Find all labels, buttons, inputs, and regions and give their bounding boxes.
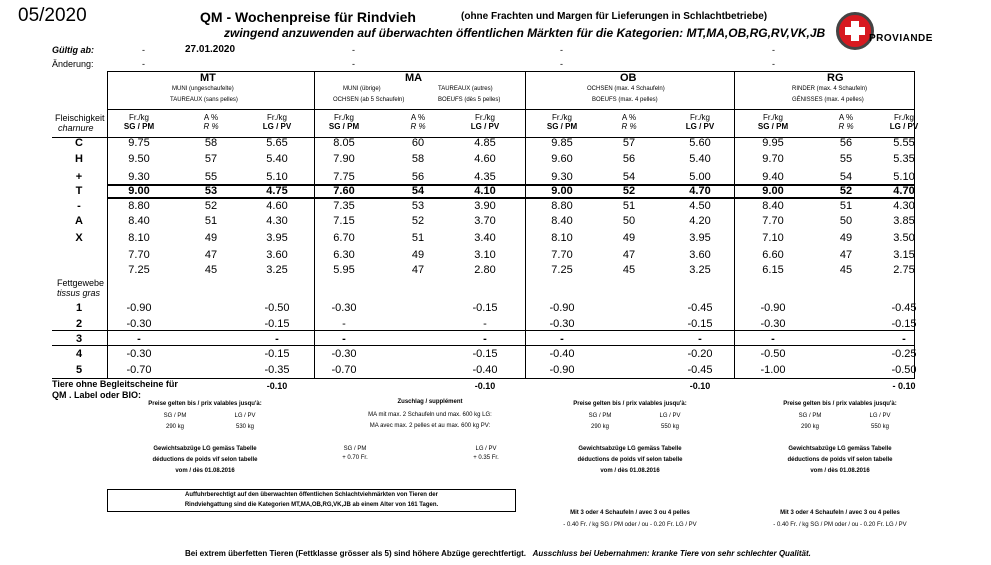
table-cell: 4.20: [689, 215, 711, 227]
table-cell: 3.70: [474, 215, 496, 227]
table-cell: 7.15: [333, 215, 355, 227]
table-cell: 3.60: [689, 249, 711, 261]
ob-weight2: déductions de poids vif selon tabelle: [577, 457, 683, 463]
table-cell: 49: [204, 232, 218, 244]
page-subtitle: zwingend anzuwenden auf überwachten öffentlichen Märkten für die Kategorien: MT,MA,OB,RG,RV,VK,JB: [224, 26, 826, 40]
table-cell: 53: [204, 185, 218, 197]
bio-label-line1: Tiere ohne Begleitscheine für: [52, 379, 178, 389]
fat-cell: -1.00: [760, 364, 786, 376]
fat-row-label: 4: [75, 348, 83, 360]
table-cell: 58: [204, 137, 218, 149]
ob-name-fr: BOEUFS (max. 4 pelles): [592, 97, 658, 103]
change-dash: -: [560, 59, 563, 69]
page-title: QM - Wochenpreise für Rindvieh: [200, 9, 416, 25]
bio-cell: - 0.10: [892, 381, 916, 391]
table-cell: 5.40: [266, 153, 288, 165]
col-r-pct: R %: [410, 122, 426, 131]
mt-price-valid: Preise gelten bis / prix valables jusqu'à:: [148, 401, 262, 407]
fat-cell: -0.45: [687, 302, 713, 314]
table-cell: 6.15: [762, 264, 784, 276]
col-lg-pv: LG / PV: [262, 122, 292, 131]
table-cell: 9.00: [128, 185, 150, 197]
fat-cell: -0.45: [687, 364, 713, 376]
col-a-pct: A %: [410, 113, 426, 122]
col-lg-pv: LG / PV: [685, 122, 715, 131]
table-cell: 4.60: [474, 153, 496, 165]
valid-dash: -: [352, 45, 355, 55]
table-cell: 55: [839, 153, 853, 165]
fat-cell: -: [483, 333, 487, 345]
rg-weight1: Gewichtsabzüge LG gemäss Tabelle: [788, 446, 892, 452]
table-cell: 7.25: [128, 264, 150, 276]
fat-cell: -0.90: [549, 364, 575, 376]
table-cell: 3.10: [474, 249, 496, 261]
table-cell: 4.70: [689, 185, 711, 197]
table-cell: 9.75: [128, 137, 150, 149]
table-cell: 49: [622, 232, 636, 244]
fat-cell: -0.25: [891, 348, 917, 360]
table-cell: 2.75: [893, 264, 915, 276]
col-lg-pv: LG / PV: [889, 122, 919, 131]
table-cell: 9.00: [762, 185, 784, 197]
ma-name-fr: TAUREAUX (autres): [438, 86, 493, 92]
ma-surcharge: Zuschlag / supplément: [397, 399, 463, 405]
table-cell: 4.70: [893, 185, 915, 197]
table-cell: 9.00: [551, 185, 573, 197]
table-cell: 3.95: [266, 232, 288, 244]
table-cell: 7.10: [762, 232, 784, 244]
ma-line1: MA mit max. 2 Schaufeln und max. 600 kg LG:: [368, 412, 492, 418]
col-fr-kg: Fr./kg: [551, 113, 572, 122]
table-cell: 51: [411, 232, 425, 244]
row-label: A: [75, 215, 83, 227]
mt-kg-right: 530 kg: [235, 424, 254, 430]
category-rg: RG: [827, 72, 844, 84]
table-cell: 6.70: [333, 232, 355, 244]
table-cell: 5.40: [689, 153, 711, 165]
table-cell: 3.15: [893, 249, 915, 261]
fat-cell: -: [342, 318, 346, 330]
rg-shovel-ded: - 0.40 Fr. / kg SG / PM oder / ou - 0.20 Fr. LG / PV: [773, 522, 907, 528]
fat-cell: -0.50: [760, 348, 786, 360]
table-cell: 53: [411, 200, 425, 212]
table-cell: 8.80: [551, 200, 573, 212]
fat-cell: -0.15: [472, 302, 498, 314]
fat-cell: -0.20: [687, 348, 713, 360]
fat-cell: -0.15: [891, 318, 917, 330]
col-fr-kg: Fr./kg: [266, 113, 287, 122]
fat-cell: -0.70: [126, 364, 152, 376]
col-a-pct: A %: [621, 113, 637, 122]
ma-name2-de: OCHSEN (ab 5 Schaufeln): [333, 97, 405, 103]
col-sg-pm: SG / PM: [757, 122, 789, 131]
table-cell: 45: [622, 264, 636, 276]
row-label: T: [75, 185, 83, 197]
ob-lg-pv: LG / PV: [659, 413, 681, 419]
row-label: X: [75, 232, 83, 244]
table-cell: 4.85: [474, 137, 496, 149]
table-cell: 9.50: [128, 153, 150, 165]
fat-cell: -0.30: [331, 302, 357, 314]
mt-weight1: Gewichtsabzüge LG gemäss Tabelle: [153, 446, 257, 452]
table-cell: 55: [204, 171, 218, 183]
col-fr-kg: Fr./kg: [893, 113, 914, 122]
change-dash: -: [352, 59, 355, 69]
rg-weight3: vom / dès 01.08.2016: [810, 468, 870, 474]
fat-cell: -0.30: [126, 348, 152, 360]
table-cell: 4.10: [474, 185, 496, 197]
table-cell: 9.95: [762, 137, 784, 149]
tissus-gras-label: tissus gras: [57, 288, 101, 298]
table-cell: 3.85: [893, 215, 915, 227]
fat-cell: -0.35: [264, 364, 290, 376]
table-cell: 3.25: [689, 264, 711, 276]
fat-cell: -: [902, 333, 906, 345]
valid-dash: -: [560, 45, 563, 55]
fat-cell: -0.30: [549, 318, 575, 330]
table-cell: 6.60: [762, 249, 784, 261]
table-cell: 50: [622, 215, 636, 227]
table-cell: 5.10: [893, 171, 915, 183]
table-cell: 5.35: [893, 153, 915, 165]
table-cell: 8.40: [762, 200, 784, 212]
table-cell: 5.00: [689, 171, 711, 183]
proviande-logo: [836, 12, 991, 56]
table-cell: 52: [411, 215, 425, 227]
fat-row-label: 2: [75, 318, 83, 330]
ma-line2: MA avec max. 2 pelles et au max. 600 kg PV:: [369, 423, 491, 429]
fat-cell: -: [771, 333, 775, 345]
fat-row-label: 3: [75, 333, 83, 345]
fat-cell: -0.15: [472, 348, 498, 360]
row-label: H: [75, 153, 83, 165]
footer-text: Bei extrem überfetten Tieren (Fettklasse grösser als 5) sind höhere Abzüge gerechtfertigt.: [185, 549, 526, 558]
change-dash: -: [772, 59, 775, 69]
table-cell: 51: [622, 200, 636, 212]
table-cell: 8.40: [551, 215, 573, 227]
mt-weight2: déductions de poids vif selon tabelle: [152, 457, 258, 463]
mt-name-de: MUNI (ungeschaufelte): [172, 86, 234, 92]
rg-shovel: Mit 3 oder 4 Schaufeln / avec 3 ou 4 pelles: [780, 510, 900, 516]
table-cell: 5.10: [266, 171, 288, 183]
fat-cell: -0.40: [472, 364, 498, 376]
fat-cell: -0.90: [760, 302, 786, 314]
table-cell: 4.35: [474, 171, 496, 183]
fat-cell: -0.70: [331, 364, 357, 376]
table-cell: 52: [839, 185, 853, 197]
fat-cell: -: [342, 333, 346, 345]
ob-kg-right: 550 kg: [660, 424, 679, 430]
title-note: (ohne Frachten und Margen für Lieferungen in Schlachtbetriebe): [461, 11, 768, 22]
table-cell: 3.50: [893, 232, 915, 244]
table-cell: 7.70: [551, 249, 573, 261]
table-cell: 57: [622, 137, 636, 149]
table-cell: 5.65: [266, 137, 288, 149]
valid-dash: -: [772, 45, 775, 55]
footer-italic: Ausschluss bei Uebernahmen: kranke Tiere von sehr schlechter Qualität.: [532, 549, 811, 558]
fat-cell: -0.15: [264, 348, 290, 360]
col-r-pct: R %: [838, 122, 854, 131]
table-cell: 8.80: [128, 200, 150, 212]
fat-cell: -0.50: [264, 302, 290, 314]
ob-weight1: Gewichtsabzüge LG gemäss Tabelle: [578, 446, 682, 452]
table-cell: 7.70: [128, 249, 150, 261]
table-cell: 7.75: [333, 171, 355, 183]
col-a-pct: A %: [203, 113, 219, 122]
col-sg-pm: SG / PM: [328, 122, 360, 131]
category-mt: MT: [200, 72, 216, 84]
period-label: 05/2020: [18, 5, 87, 26]
table-cell: 6.30: [333, 249, 355, 261]
ob-price-valid: Preise gelten bis / prix valables jusqu'à:: [573, 401, 687, 407]
fat-cell: -0.90: [549, 302, 575, 314]
table-cell: 4.30: [266, 215, 288, 227]
table-cell: 2.80: [474, 264, 496, 276]
table-cell: 45: [839, 264, 853, 276]
table-cell: 7.60: [333, 185, 355, 197]
valid-from-date: 27.01.2020: [185, 44, 236, 55]
table-cell: 4.60: [266, 200, 288, 212]
table-cell: 56: [839, 137, 853, 149]
table-cell: 4.30: [893, 200, 915, 212]
col-sg-pm: SG / PM: [546, 122, 578, 131]
col-lg-pv: LG / PV: [470, 122, 500, 131]
table-cell: 8.10: [551, 232, 573, 244]
bio-cell: -0.10: [689, 381, 711, 391]
col-fr-kg: Fr./kg: [762, 113, 783, 122]
table-cell: 54: [622, 171, 636, 183]
valid-dash: -: [142, 45, 145, 55]
col-r-pct: R %: [203, 122, 219, 131]
table-cell: 56: [411, 171, 425, 183]
ma-plus070: + 0.70 Fr.: [342, 455, 368, 461]
ob-sg-pm: SG / PM: [588, 413, 612, 419]
mt-lg-pv: LG / PV: [234, 413, 256, 419]
table-cell: 54: [839, 171, 853, 183]
ob-weight3: vom / dès 01.08.2016: [600, 468, 660, 474]
table-cell: 5.55: [893, 137, 915, 149]
table-cell: 56: [622, 153, 636, 165]
table-cell: 57: [204, 153, 218, 165]
col-a-pct: A %: [838, 113, 854, 122]
table-cell: 9.40: [762, 171, 784, 183]
ob-shovel-ded: - 0.40 Fr. / kg SG / PM oder / ou - 0.20 Fr. LG / PV: [563, 522, 697, 528]
rg-kg-right: 550 kg: [870, 424, 889, 430]
mt-weight3: vom / dès 01.08.2016: [175, 468, 235, 474]
table-cell: 49: [411, 249, 425, 261]
table-cell: 8.10: [128, 232, 150, 244]
fat-cell: -0.45: [891, 302, 917, 314]
fleischigkeit-label: Fleischigkeit: [55, 113, 105, 123]
rg-price-valid: Preise gelten bis / prix valables jusqu'à:: [783, 401, 897, 407]
fat-cell: -0.90: [126, 302, 152, 314]
ob-name-de: OCHSEN (max. 4 Schaufeln): [587, 86, 665, 92]
table-cell: 9.30: [128, 171, 150, 183]
table-cell: 3.90: [474, 200, 496, 212]
table-cell: 60: [411, 137, 425, 149]
fat-row-label: 5: [75, 364, 83, 376]
mt-sg-pm: SG / PM: [163, 413, 187, 419]
table-cell: 54: [411, 185, 425, 197]
fat-cell: -0.40: [549, 348, 575, 360]
eligibility-line1: Auffuhrberechtigt auf den überwachten öffentlichen Schlachtviehmärkten von Tieren der: [185, 492, 438, 498]
table-cell: 5.95: [333, 264, 355, 276]
ma-plus035: + 0.35 Fr.: [473, 455, 499, 461]
table-cell: 58: [411, 153, 425, 165]
table-cell: 7.35: [333, 200, 355, 212]
ma-lg-pv: LG / PV: [475, 446, 497, 452]
table-cell: 3.25: [266, 264, 288, 276]
fat-cell: -: [137, 333, 141, 345]
mt-kg-left: 290 kg: [165, 424, 184, 430]
fat-cell: -0.30: [331, 348, 357, 360]
ma-sg-pm: SG / PM: [343, 446, 367, 452]
table-cell: 49: [839, 232, 853, 244]
fat-cell: -: [483, 318, 487, 330]
bio-cell: -0.10: [474, 381, 496, 391]
bio-label-line2: QM . Label oder BIO:: [52, 390, 142, 400]
fat-cell: -0.15: [264, 318, 290, 330]
rg-name-fr: GÉNISSES (max. 4 pelles): [792, 97, 864, 103]
charnure-label: charnure: [58, 123, 94, 133]
valid-from-label: Gültig ab:: [52, 45, 94, 55]
table-cell: 4.75: [266, 185, 288, 197]
change-dash: -: [142, 59, 145, 69]
table-cell: 7.90: [333, 153, 355, 165]
row-label: +: [75, 171, 83, 183]
rg-name-de: RINDER (max. 4 Schaufeln): [792, 86, 868, 92]
table-cell: 9.30: [551, 171, 573, 183]
table-cell: 50: [839, 215, 853, 227]
table-cell: 45: [204, 264, 218, 276]
bio-cell: -0.10: [266, 381, 288, 391]
ma-name2-fr: BOEUFS (dès 5 pelles): [438, 97, 501, 103]
row-label: -: [77, 200, 81, 212]
mt-name-fr: TAUREAUX (sans pelles): [170, 97, 238, 103]
table-cell: 9.70: [762, 153, 784, 165]
table-cell: 8.05: [333, 137, 355, 149]
ob-shovel: Mit 3 oder 4 Schaufeln / avec 3 ou 4 pelles: [570, 510, 690, 516]
table-cell: 5.60: [689, 137, 711, 149]
col-fr-kg: Fr./kg: [333, 113, 354, 122]
table-cell: 47: [204, 249, 218, 261]
table-cell: 9.85: [551, 137, 573, 149]
fat-cell: -0.30: [126, 318, 152, 330]
table-cell: 51: [839, 200, 853, 212]
table-cell: 3.95: [689, 232, 711, 244]
table-cell: 3.60: [266, 249, 288, 261]
col-r-pct: R %: [621, 122, 637, 131]
eligibility-line2: Rindviehgattung sind die Kategorien MT,MA,OB,RG,VK,JB ab einem Alter von 161 Tagen.: [184, 502, 439, 508]
table-cell: 52: [204, 200, 218, 212]
fat-cell: -0.30: [760, 318, 786, 330]
fettgewebe-label: Fettgewebe: [57, 278, 105, 288]
table-cell: 8.40: [128, 215, 150, 227]
footer-note: [185, 549, 811, 558]
table-cell: 47: [839, 249, 853, 261]
ob-kg-left: 290 kg: [590, 424, 609, 430]
table-cell: 47: [622, 249, 636, 261]
rg-lg-pv: LG / PV: [869, 413, 891, 419]
col-fr-kg: Fr./kg: [474, 113, 495, 122]
category-ob: OB: [620, 72, 637, 84]
logo-text: PROVIANDE: [869, 33, 933, 44]
table-cell: 52: [622, 185, 636, 197]
col-sg-pm: SG / PM: [123, 122, 155, 131]
fat-cell: -: [275, 333, 279, 345]
category-ma: MA: [405, 72, 423, 84]
fat-cell: -: [698, 333, 702, 345]
table-cell: 7.70: [762, 215, 784, 227]
rg-kg-left: 290 kg: [800, 424, 819, 430]
table-cell: 3.40: [474, 232, 496, 244]
fat-row-label: 1: [75, 302, 83, 314]
table-cell: 7.25: [551, 264, 573, 276]
table-cell: 4.50: [689, 200, 711, 212]
rg-sg-pm: SG / PM: [798, 413, 822, 419]
table-cell: 9.60: [551, 153, 573, 165]
col-fr-kg: Fr./kg: [128, 113, 149, 122]
table-cell: 47: [411, 264, 425, 276]
fat-cell: -0.15: [687, 318, 713, 330]
row-label: C: [75, 137, 83, 149]
fat-cell: -0.50: [891, 364, 917, 376]
table-cell: 51: [204, 215, 218, 227]
ma-name-de: MUNI (übrige): [343, 86, 381, 92]
fat-cell: -: [560, 333, 564, 345]
rg-weight2: déductions de poids vif selon tabelle: [787, 457, 893, 463]
change-label: Änderung:: [52, 59, 94, 69]
col-fr-kg: Fr./kg: [689, 113, 710, 122]
